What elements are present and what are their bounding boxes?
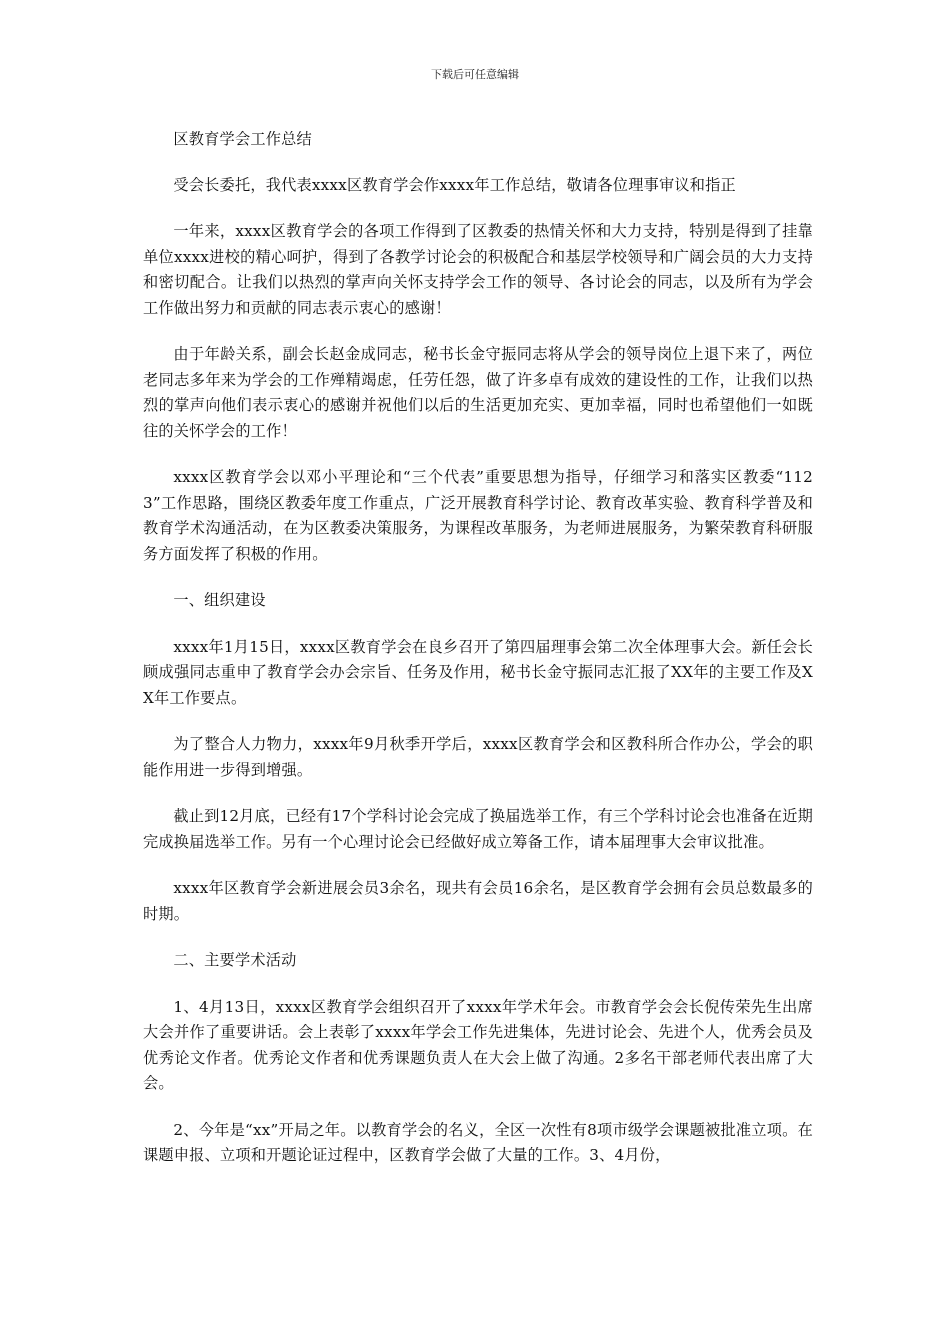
paragraph-retirement: 由于年龄关系，副会长赵金成同志，秘书长金守振同志将从学会的领导岗位上退下来了，两位老同志多年来为学会的工作殚精竭虑，任劳任怨，做了许多卓有成效的建设性的工作，让我们以热烈的掌声向他们表示衷心的感谢并祝他们以后的生活更加充实、更加幸福，同时也希望他们一如既往的关怀学会的工作！ [143, 345, 813, 440]
paragraph-guidance: xxxx区教育学会以邓小平理论和“三个代表”重要思想为指导，仔细学习和落实区教委“1123”工作思路，围绕区教委年度工作重点，广泛开展教育科学讨论、教育改革实验、教育科学普及和教育学术沟通活动，在为区教委决策服务，为课程改革服务，为老师进展服务，为繁荣教育科研服务方面发挥了积极的作用。 [143, 468, 813, 563]
document-title: 区教育学会工作总结 [173, 130, 312, 148]
paragraph-annual-meeting: 1、4月13日，xxxx区教育学会组织召开了xxxx年学术年会。市教育学会会长倪传荣先生出席大会并作了重要讲话。会上表彰了xxxx年学会工作先进集体，先进讨论会、先进个人，优秀会员及优秀论文作者。优秀论文作者和优秀课题负责人在大会上做了沟通。2多名干部老师代表出席了大会。 [143, 997, 813, 1092]
paragraph-thanks: 一年来，xxxx区教育学会的各项工作得到了区教委的热情关怀和大力支持，特别是得到了挂靠单位xxxx进校的精心呵护，得到了各教学讨论会的积极配合和基层学校领导和广阔会员的大力支持和密切配合。让我们以热烈的掌声向关怀支持学会工作的领导、各讨论会的同志，以及所有为学会工作做出努力和贡献的同志表示衷心的感谢！ [143, 222, 813, 317]
paragraph-election: 截止到12月底，已经有17个学科讨论会完成了换届选举工作，有三个学科讨论会也准备在近期完成换届选举工作。另有一个心理讨论会已经做好成立筹备工作，请本届理事大会审议批准。 [143, 807, 813, 851]
paragraph-meeting: xxxx年1月15日，xxxx区教育学会在良乡召开了第四届理事会第二次全体理事大会。新任会长顾成强同志重申了教育学会办会宗旨、任务及作用，秘书长金守振同志汇报了XX年的主要工作及XX年工作要点。 [143, 637, 813, 707]
document-body [143, 127, 813, 1190]
header-note: 下载后可任意编辑 [431, 68, 519, 81]
paragraph-cooperation: 为了整合人力物力，xxxx年9月秋季开学后，xxxx区教育学会和区教科所合作办公，学会的职能作用进一步得到增强。 [143, 735, 813, 779]
paragraph-members: xxxx年区教育学会新进展会员3余名，现共有会员16余名，是区教育学会拥有会员总数最多的时期。 [143, 879, 813, 923]
paragraph-projects: 2、今年是“xx”开局之年。以教育学会的名义，全区一次性有8项市级学会课题被批准立项。在课题申报、立项和开题论证过程中，区教育学会做了大量的工作。3、4月份， [143, 1120, 813, 1164]
section-heading-activities: 二、主要学术活动 [173, 951, 297, 969]
paragraph-intro: 受会长委托，我代表xxxx区教育学会作xxxx年工作总结，敬请各位理事审议和指正 [173, 175, 736, 194]
section-heading-organization: 一、组织建设 [173, 591, 266, 609]
